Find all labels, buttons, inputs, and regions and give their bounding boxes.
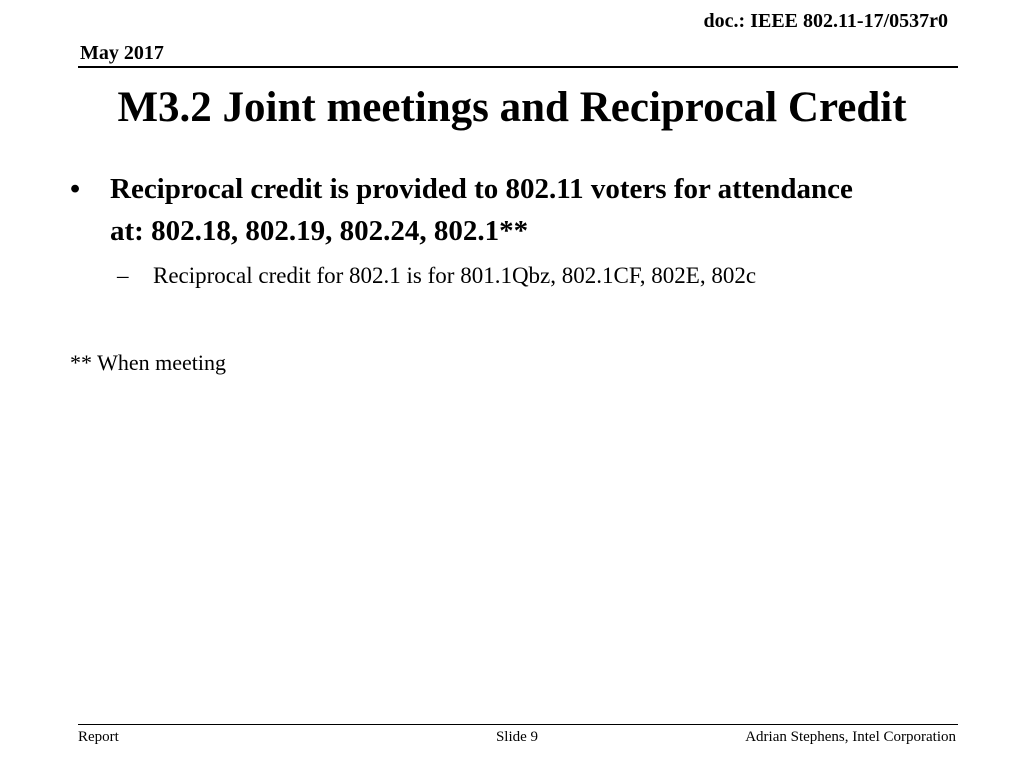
bullet-item <box>70 168 870 252</box>
slide-title: M3.2 Joint meetings and Reciprocal Credit <box>117 84 907 131</box>
bullet-text: Reciprocal credit is provided to 802.11 voters for attendance at: 802.18, 802.19, 802.24, 802.1** <box>110 173 853 247</box>
footer-left-label: Report <box>78 729 119 745</box>
header-date: May 2017 <box>80 42 164 64</box>
footnote: ** When meeting <box>70 350 226 375</box>
sub-bullet-item <box>117 258 977 294</box>
sub-bullet-text: Reciprocal credit for 802.1 is for 801.1Qbz, 802.1CF, 802E, 802c <box>153 263 757 288</box>
document-id: doc.: IEEE 802.11-17/0537r0 <box>703 10 948 32</box>
header-divider <box>78 66 958 68</box>
footer-author: Adrian Stephens, Intel Corporation <box>745 729 956 745</box>
footer-divider <box>78 724 958 725</box>
slide-number: Slide 9 <box>495 729 539 745</box>
sub-bullet-marker: – <box>117 263 129 288</box>
bullet-marker: • <box>70 173 81 205</box>
